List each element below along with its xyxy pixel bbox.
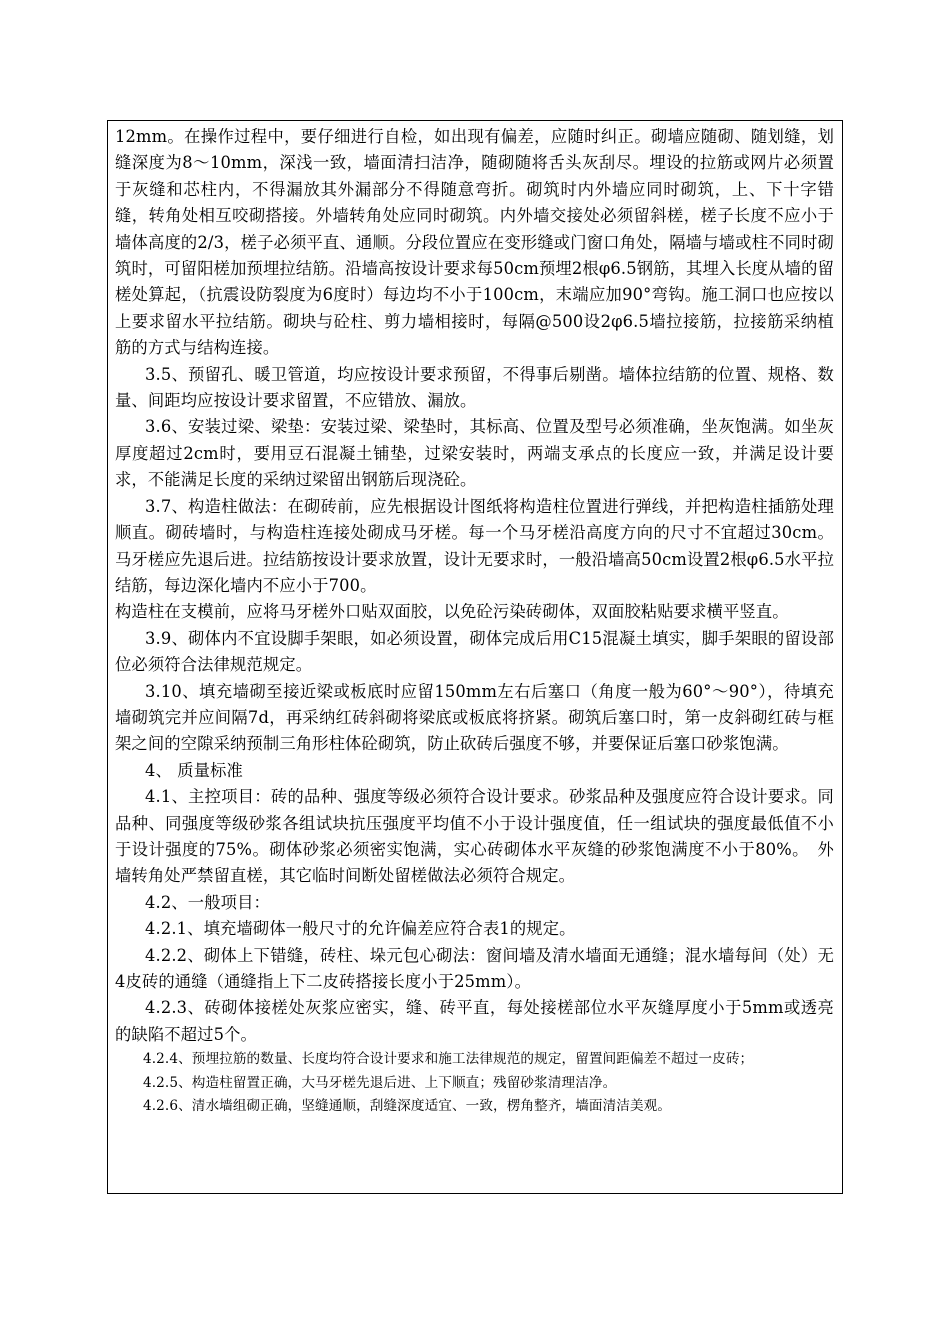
paragraph-3-9: 3.9、砌体内不宜设脚手架眼，如必须设置，砌体完成后用C15混凝土填实，脚手架眼的留设部位必须符合法律规范规定。 <box>115 628 834 675</box>
paragraph-4-2-2: 4.2.2、砌体上下错缝，砖柱、垛元包心砌法：窗间墙及清水墙面无通缝；混水墙每间（处）无4皮砖的通缝（通缝指上下二皮砖搭接长度小于25mm）。 <box>115 945 834 991</box>
paragraph-3-10: 3.10、填充墙砌至接近梁或板底时应留150mm左右后塞口（角度一般为60°～90°），待填充墙砌筑完并应间隔7d，再采纳红砖斜砌将梁底或板底将挤紧。砌筑后塞口时，第一皮斜砌红砖与框架之间的空隙采纳预制三角形柱体砼砌筑，防止砍砖后强度不够，并要保证后塞口砂浆饱满。 <box>115 681 834 754</box>
paragraph-4-2-6: 4.2.6、清水墙组砌正确，坚缝通顺，刮缝深度适宜、一致，楞角整齐，墙面清洁美观。 <box>143 1098 672 1115</box>
paragraph-4-2-4: 4.2.4、预埋拉筋的数量、长度均符合设计要求和施工法律规范的规定，留置间距偏差不超过一皮砖； <box>143 1051 754 1068</box>
paragraph-constructional-column: 构造柱在支模前，应将马牙槎外口贴双面胶，以免砼污染砖砌体，双面胶粘贴要求横平竖直。 <box>115 602 789 622</box>
paragraph-3-7: 3.7、构造柱做法：在砌砖前，应先根据设计图纸将构造柱位置进行弹线，并把构造柱插筋处理顺直。砌砖墙时，与构造柱连接处砌成马牙槎。每一个马牙槎沿高度方向的尺寸不宜超过30cm。马牙槎应先退后进。拉结筋按设计要求放置，设计无要求时，一般沿墙高50cm设置2根φ6.5水平拉结筋，每边深化墙内不应小于700。 <box>115 496 834 595</box>
paragraph-3-6: 3.6、安装过梁、梁垫：安装过梁、梁垫时，其标高、位置及型号必须准确，坐灰饱满。如坐灰厚度超过2cm时，要用豆石混凝土铺垫，过梁安装时，两端支承点的长度应一致，并满足设计要求，不能满足长度的采纳过梁留出钢筋后现浇砼。 <box>115 417 834 490</box>
paragraph-masonry-procedure: 12mm。在操作过程中，要仔细进行自检，如出现有偏差，应随时纠正。砌墙应随砌、随划缝，划缝深度为8～10mm，深浅一致，墙面清扫洁净，随砌随将舌头灰刮尽。埋设的拉筋或网片必须置于灰缝和芯柱内，不得漏放其外漏部分不得随意弯折。砌筑时内外墙应同时砌筑，上、下十字错缝，转角处相互咬砌搭接。外墙转角处应同时砌筑。内外墙交接处必须留斜槎，槎子长度不应小于墙体高度的2/3，槎子必须平直、通顺。分段位置应在变形缝或门窗口角处，隔墙与墙或柱不同时砌筑时，可留阳槎加预埋拉结筋。沿墙高按设计要求每50cm预埋2根φ6.5钢筋，其埋入长度从墙的留槎处算起，（抗震设防裂度为6度时）每边均不小于100cm，末端应加90°弯钩。施工洞口也应按以上要求留水平拉结筋。砌块与砼柱、剪力墙相接时，每隔@500设2φ6.5墙拉接筋，拉接筋采纳植筋的方式与结构连接。 <box>115 127 834 358</box>
paragraph-4-2-3: 4.2.3、砖砌体接槎处灰浆应密实，缝、砖平直，每处接槎部位水平灰缝厚度小于5mm或透亮的缺陷不超过5个。 <box>115 998 834 1044</box>
paragraph-4-1: 4.1、主控项目：砖的品种、强度等级必须符合设计要求。砂浆品种及强度应符合设计要求。同品种、同强度等级砂浆各组试块抗压强度平均值不小于设计强度值，任一组试块的强度最低值不小于设计强度的75%。砌体砂浆必须密实饱满，实心砖砌体水平灰缝的砂浆饱满度不小于80%。 外墙转角处严禁留直槎，其它临时间断处留槎做法必须符合规定。 <box>115 787 834 886</box>
content-table-cell <box>107 120 843 1194</box>
section-heading-quality-standard: 4、 质量标准 <box>145 760 243 780</box>
paragraph-4-2-1: 4.2.1、填充墙砌体一般尺寸的允许偏差应符合表1的规定。 <box>145 919 576 939</box>
paragraph-3-5: 3.5、预留孔、暖卫管道，均应按设计要求预留，不得事后剔凿。墙体拉结筋的位置、规格、数量、间距均应按设计要求留置，不应错放、漏放。 <box>115 364 834 411</box>
paragraph-4-2-5: 4.2.5、构造柱留置正确，大马牙槎先退后进、上下顺直；残留砂浆清理洁净。 <box>143 1074 617 1091</box>
paragraph-4-2: 4.2、一般项目： <box>145 892 270 912</box>
